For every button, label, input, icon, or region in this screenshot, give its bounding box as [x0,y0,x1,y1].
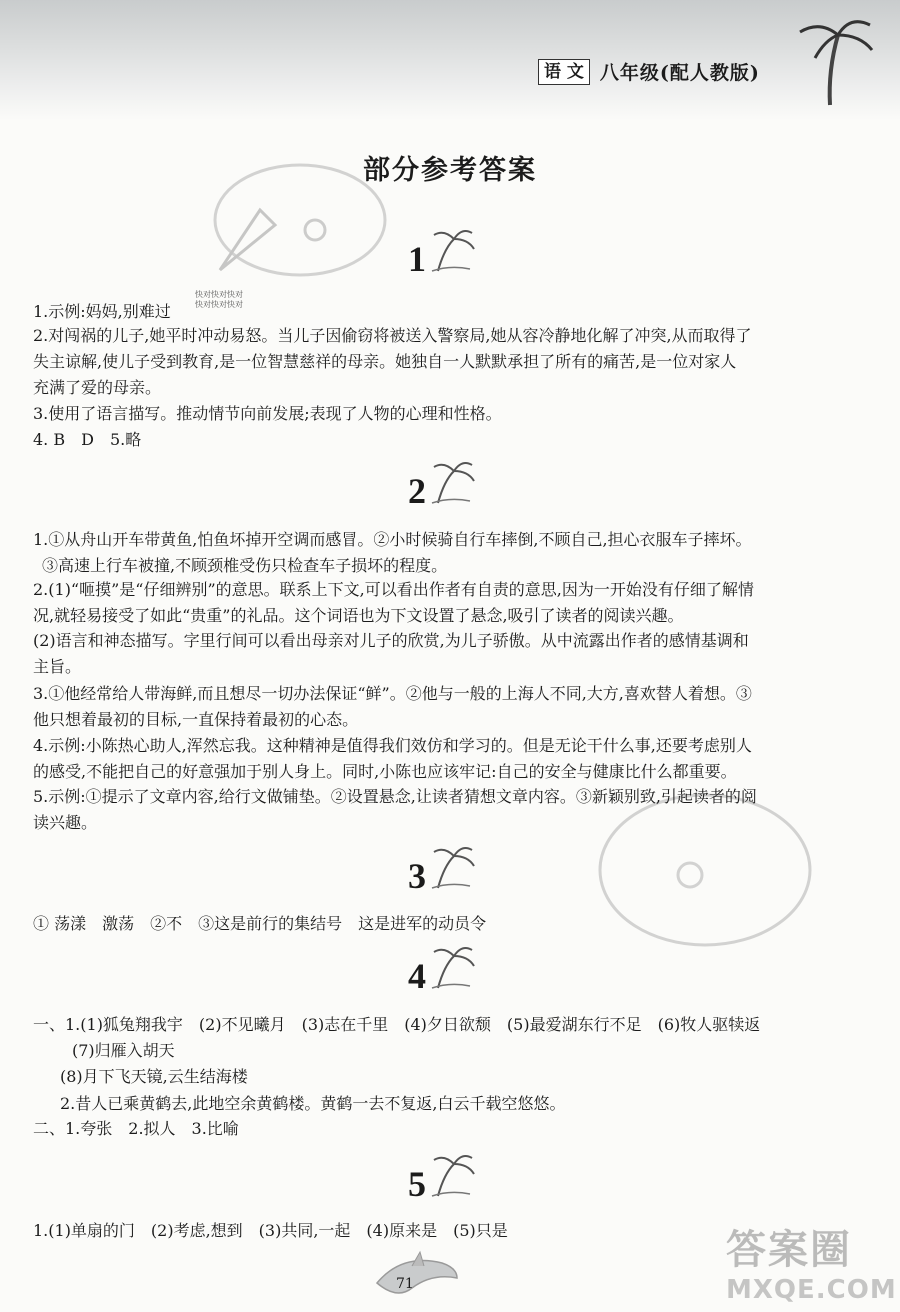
header-badge [538,58,760,85]
stamp-line: 快对快对快对 [195,290,243,299]
palm-tree-icon [780,10,880,110]
answer-line: 充满了爱的母亲。 [33,378,162,397]
logo-watermark-icon [590,780,820,960]
section-number: 5 [408,1164,426,1204]
answer-line: 1.示例:妈妈,别难过 [33,302,171,321]
section-number: 2 [408,471,426,511]
section-number: 4 [408,956,426,996]
palm-tree-icon [430,225,476,275]
answer-line: 他只想着最初的目标,一直保持着最初的心态。 [33,710,359,729]
answer-line: 3.①他经常给人带海鲜,而且想尽一切办法保证“鲜”。②他与一般的上海人不同,大方,喜欢替人着想。③ [33,684,752,703]
corner-logo-text: 答案圈 [726,1227,852,1273]
section-number: 1 [408,239,426,279]
dolphin-icon [372,1248,462,1308]
header-banner [0,0,900,120]
stamp-line: 快对快对快对 [195,300,243,309]
watermark-stamp [195,290,243,310]
answer-line: 3.使用了语言描写。推动情节向前发展;表现了人物的心理和性格。 [33,404,502,423]
answer-line: 5.示例:①提示了文章内容,给行文做铺垫。②设置悬念,让读者猜想文章内容。③新颖别致,引起读者的阅 [33,787,757,806]
answer-line: 2.昔人已乘黄鹤去,此地空余黄鹤楼。黄鹤一去不复返,白云千载空悠悠。 [60,1094,566,1113]
grade-label: 八年级(配人教版) [599,62,760,84]
answer-line: 读兴趣。 [33,813,98,832]
page-number: 71 [396,1276,414,1292]
palm-tree-icon [430,457,476,507]
answer-line: 一、1.(1)狐兔翔我宇 (2)不见曦月 (3)志在千里 (4)夕日欲颓 (5)最爱湖东行不足 (6)牧人驱犊返 [33,1015,761,1034]
answer-line: 1.(1)单扇的门 (2)考虑,想到 (3)共同,一起 (4)原来是 (5)只是 [33,1221,508,1240]
palm-tree-icon [430,942,476,992]
answer-line: (7)归雁入胡天 [72,1041,175,1060]
answer-line: (8)月下飞天镜,云生结海楼 [60,1067,248,1086]
subject-box: 语 文 [538,59,590,85]
section-number: 3 [408,856,426,896]
answer-line: 二、1.夸张 2.拟人 3.比喻 [33,1119,239,1138]
answer-line: 2.(1)“咂摸”是“仔细辨别”的意思。联系上下文,可以看出作者有自责的意思,因为一开始没有仔细了解情 [33,580,754,599]
answer-line: (2)语言和神态描写。字里行间可以看出母亲对儿子的欣赏,为儿子骄傲。从中流露出作者的感情基调和 [33,631,749,650]
answer-line: 况,就轻易接受了如此“贵重”的礼品。这个词语也为下文设置了悬念,吸引了读者的阅读兴趣。 [33,606,684,625]
answer-line: 失主谅解,使儿子受到教育,是一位智慧慈祥的母亲。她独自一人默默承担了所有的痛苦,是一位对家人 [33,352,737,371]
page-title: 部分参考答案 [363,155,537,186]
answer-line: ③高速上行车被撞,不顾颈椎受伤只检查车子损坏的程度。 [42,556,448,575]
answer-line: 1.①从舟山开车带黄鱼,怕鱼坏掉开空调而感冒。②小时候骑自行车摔倒,不顾自己,担心衣服车子摔坏。 [33,530,752,549]
palm-tree-icon [430,1150,476,1200]
answer-line: 2.对闯祸的儿子,她平时冲动易怒。当儿子因偷窃将被送入警察局,她从容冷静地化解了冲突,从而取得了 [33,326,752,345]
answer-line: 4. B D 5.略 [33,430,142,449]
answer-line: ① 荡漾 激荡 ②不 ③这是前行的集结号 这是进军的动员令 [33,914,487,933]
answer-line: 主旨。 [33,657,82,676]
answer-line: 4.示例:小陈热心助人,浑然忘我。这种精神是值得我们效仿和学习的。但是无论干什么事,还要考虑别人 [33,736,752,755]
corner-logo [726,1218,897,1305]
palm-tree-icon [430,842,476,892]
corner-logo-url: MXQE.COM [726,1275,897,1305]
answer-line: 的感受,不能把自己的好意强加于别人身上。同时,小陈也应该牢记:自己的安全与健康比什么都重要。 [33,762,737,781]
